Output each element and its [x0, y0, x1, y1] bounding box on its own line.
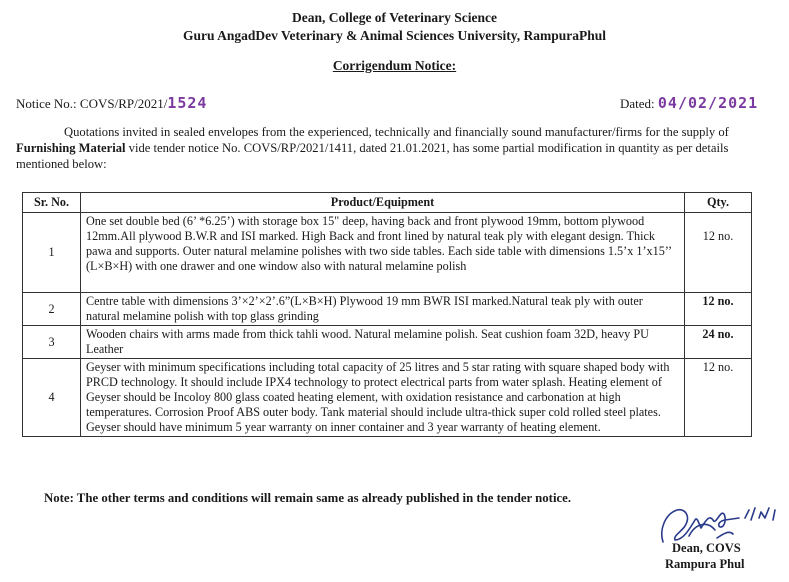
table-header-row: [23, 193, 752, 213]
page-title: Corrigendum Notice:: [332, 58, 457, 73]
header-line-2: Guru AngadDev Veterinary & Animal Sciences University, RampuraPhul: [182, 28, 606, 43]
notice-number-handwritten: 1524: [167, 94, 208, 112]
signatory-title: Dean, COVS: [672, 541, 741, 555]
notice-number: [16, 94, 207, 112]
intro-bold: Furnishing Material: [16, 141, 126, 155]
row-sr: 2: [23, 293, 81, 326]
note-text: Note: The other terms and conditions will remain same as already published in the tender notice.: [44, 491, 572, 505]
row-sr: 4: [23, 359, 81, 437]
header-product: Product/Equipment: [81, 193, 685, 213]
table-row: [23, 326, 752, 359]
intro-paragraph: [16, 124, 776, 172]
row-desc: Wooden chairs with arms made from thick tahli wood. Natural melamine polish. Seat cushion foam 32D, heavy PU Leather: [81, 326, 685, 359]
header-line-1: Dean, College of Veterinary Science: [291, 10, 498, 25]
header-sr-no: Sr. No.: [23, 193, 81, 213]
row-qty: 12 no.: [685, 293, 752, 326]
row-qty: 12 no.: [685, 213, 752, 293]
header-qty: Qty.: [685, 193, 752, 213]
row-sr: 3: [23, 326, 81, 359]
table-row: [23, 359, 752, 437]
row-sr: 1: [23, 213, 81, 293]
dated-handwritten: 04/02/2021: [657, 94, 759, 112]
row-desc: One set double bed (6’ *6.25’) with storage box 15" deep, having back and front plywood 19mm, bottom plywood 12mm.All plywood B.W.R and ISI marked. High Back and front lined by natural teak ply with elegant design. Thick pawa and supports. Outer natural melamine polishes with two side tables. Each side table with dimensions 1.5’x 1’x15’’ (L×B×H) with one drawer and one window also with natural melamine polish: [81, 213, 685, 293]
notice-date: [620, 94, 758, 112]
notice-number-label: Notice No.: COVS/RP/2021/: [16, 96, 168, 111]
row-qty: 12 no.: [685, 359, 752, 437]
row-qty: 24 no.: [685, 326, 752, 359]
table-row: [23, 293, 752, 326]
signatory-location: Rampura Phul: [665, 557, 745, 571]
row-desc: Centre table with dimensions 3’×2’×2’.6”(L×B×H) Plywood 19 mm BWR ISI marked.Natural teak ply with outer natural melamine polish with top glass grinding: [81, 293, 685, 326]
items-table: [22, 192, 752, 437]
dated-label: Dated:: [620, 96, 655, 111]
row-desc: Geyser with minimum specifications including total capacity of 25 litres and 5 star rating with square shaped body with PRCD technology. It should include IPX4 technology to protect electrical parts from water splash. Heating element of Geyser should be Incoloy 800 glass coated heating element, with oxidation resistance and carbonation at high temperatures. Corrosion Proof ABS outer body. Tank material should include ultra-thick super cold rolled steel plates. Geyser should have minimum 5 year warranty on inner container and 3 year warranty of heating element.: [81, 359, 685, 437]
intro-part-1: Quotations invited in sealed envelopes from the experienced, technically and financially sound manufacturer/firms for the supply of: [64, 125, 729, 139]
intro-part-2: vide tender notice No. COVS/RP/2021/1411, dated 21.01.2021, has some partial modification in quantity as per details mentioned below:: [16, 141, 729, 171]
table-row: [23, 213, 752, 293]
